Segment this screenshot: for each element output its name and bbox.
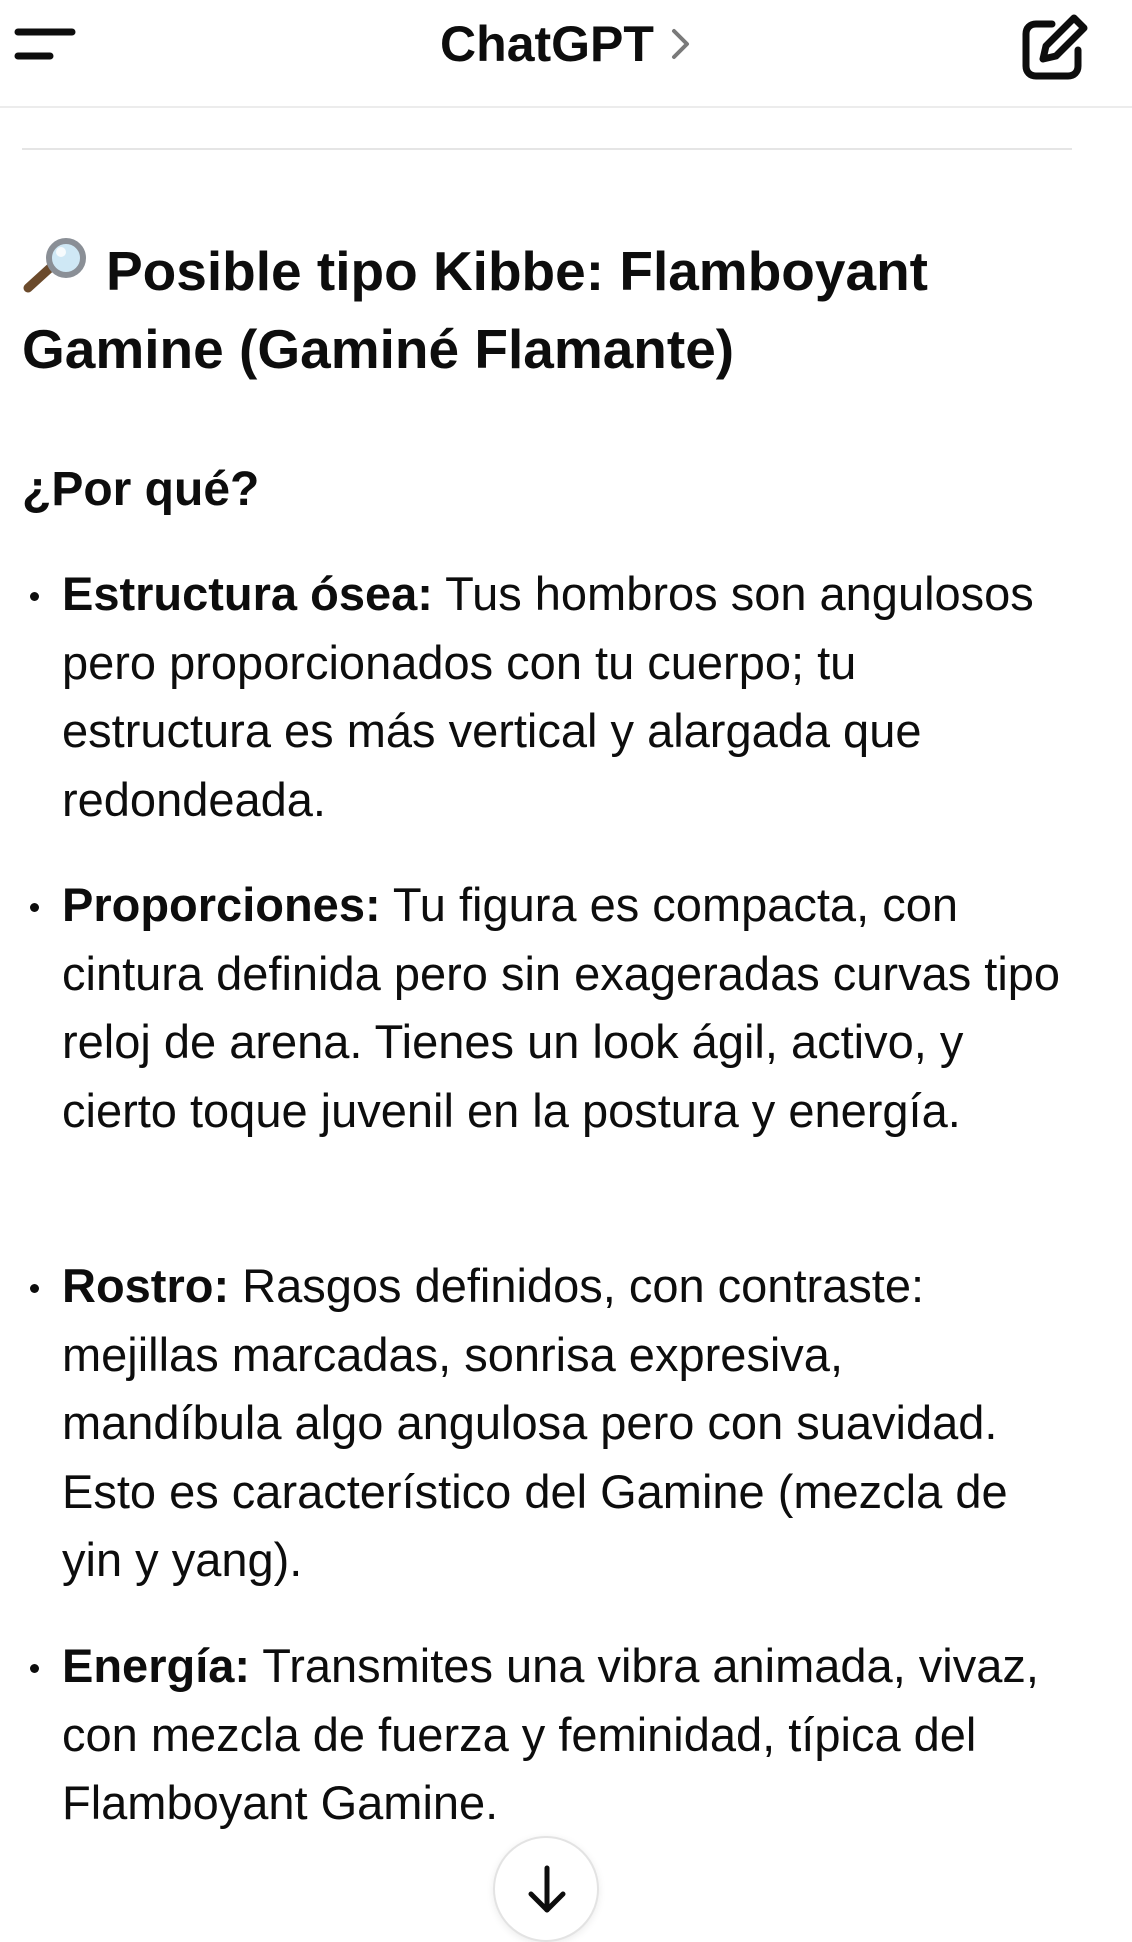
heading-text: Posible tipo Kibbe: Flamboyant Gamine (Gaminé Flamante) (22, 240, 928, 380)
app-title: ChatGPT (440, 16, 654, 72)
divider (22, 148, 1072, 150)
bullet-dot (30, 592, 39, 601)
bullet-body: Rasgos definidos, con contraste: mejillas marcadas, sonrisa expresiva, mandíbula algo angulosa pero con suavidad. Esto es característico del Gamine (mezcla de yin y yang). (62, 1259, 1008, 1586)
scroll-to-bottom-button[interactable] (493, 1836, 599, 1942)
bullet-label: Energía: (62, 1639, 251, 1692)
new-chat-pencil-icon (1012, 10, 1096, 86)
magnifying-glass-emoji (22, 238, 92, 294)
bullet-body: Tus hombros son angulosos pero proporcionados con tu cuerpo; tu estructura es más vertical y alargada que redondeada. (62, 567, 1034, 826)
response-subheading: ¿Por qué? (22, 463, 260, 516)
response-heading (22, 232, 1092, 388)
bullet-body: Tu figura es compacta, con cintura definida pero sin exageradas curvas tipo reloj de arena. Tienes un look ágil, activo, y cierto toque juvenil en la postura y energía. (62, 878, 1061, 1137)
top-bar (0, 0, 1132, 108)
bullet-label: Estructura ósea: (62, 567, 433, 620)
model-selector[interactable] (0, 14, 1132, 74)
chevron-right-icon (670, 27, 692, 61)
bullet-dot (30, 1664, 39, 1673)
bullet-label: Proporciones: (62, 878, 381, 931)
bullet-dot (30, 903, 39, 912)
bullet-dot (30, 1284, 39, 1293)
bullet-label: Rostro: (62, 1259, 230, 1312)
new-chat-button[interactable] (1012, 10, 1096, 86)
bullet-body: Transmites una vibra animada, vivaz, con mezcla de fuerza y feminidad, típica del Flamboyant Gamine. (62, 1639, 1039, 1829)
